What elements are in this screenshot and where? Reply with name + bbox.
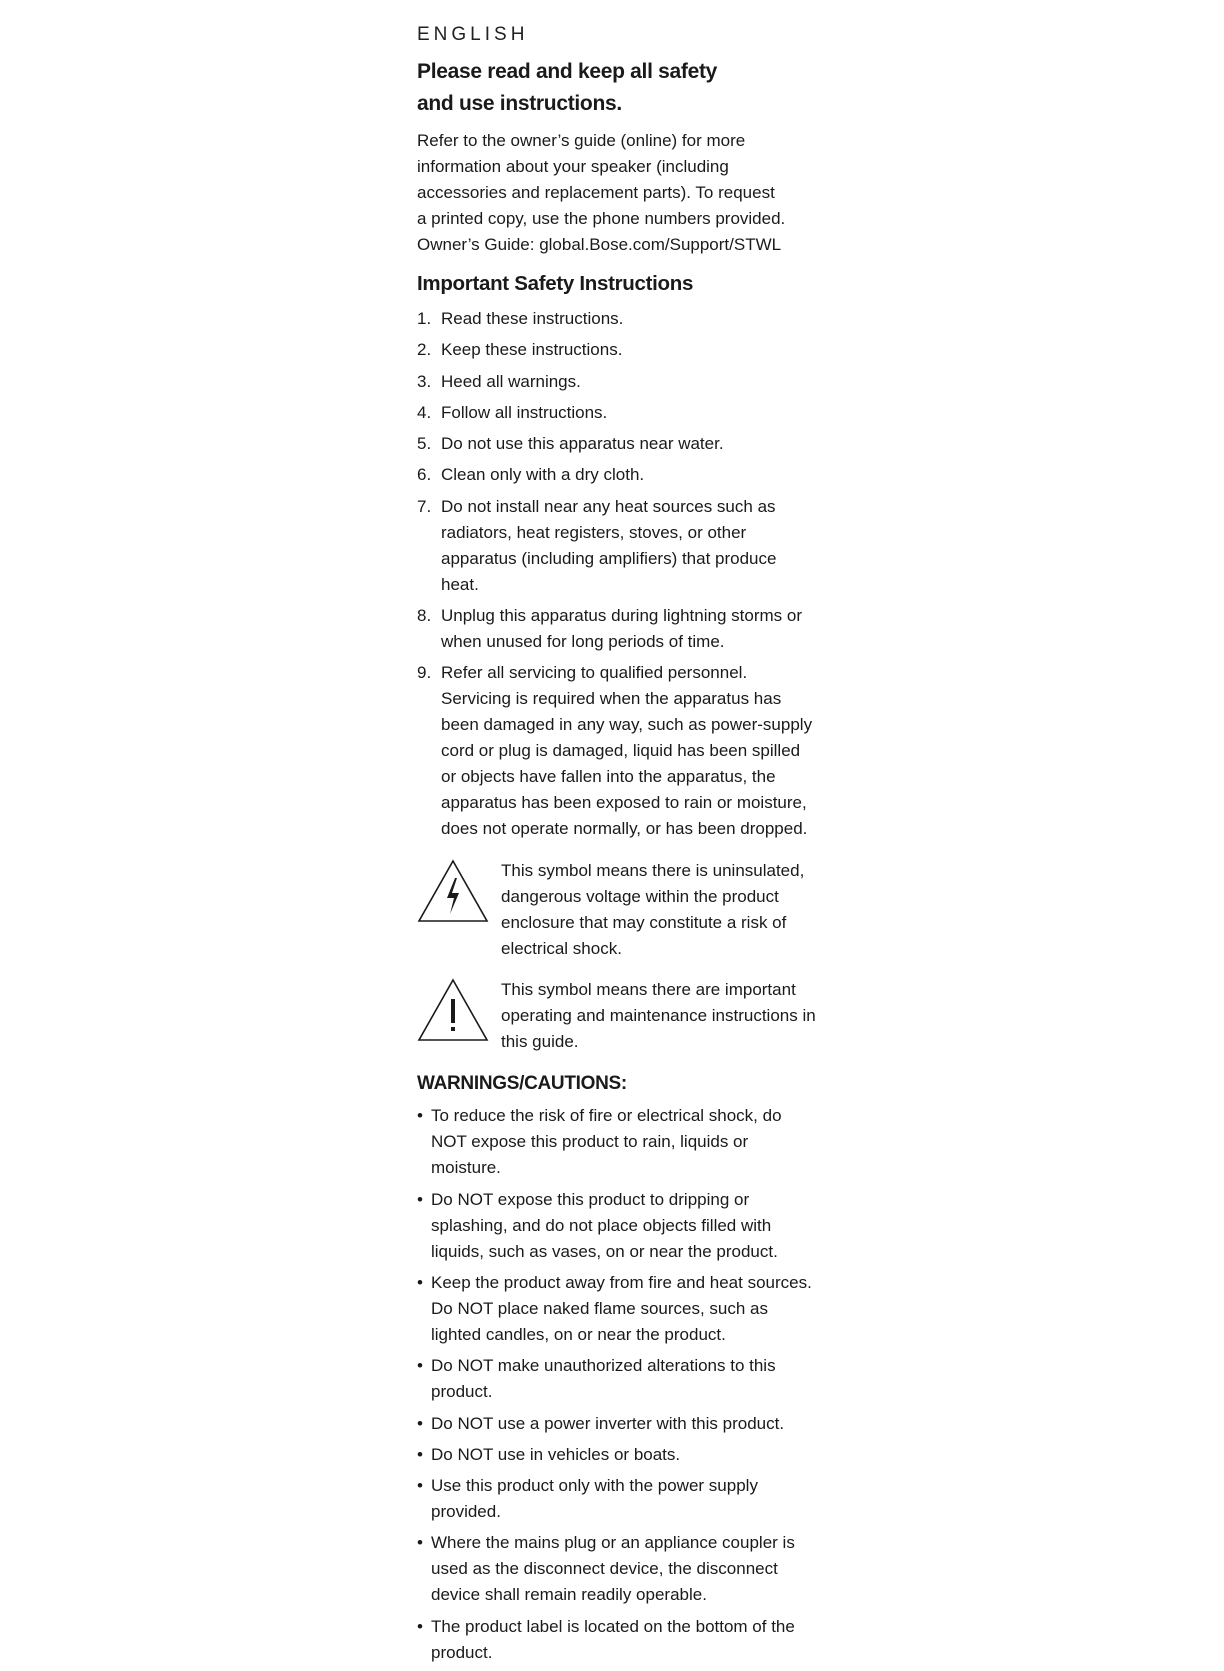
item-text: Do not install near any heat sources such as radiators, heat registers, stoves, or other apparatus (including amplifiers) that produce heat. xyxy=(441,496,777,594)
item-text: Refer all servicing to qualified personnel. Servicing is required when the apparatus has been damaged in any way, such as power-supply cord or plug is damaged, liquid has been spilled or objects have fallen into the apparatus, the apparatus has been exposed to rain or moisture, does not operate normally, or has been dropped. xyxy=(441,663,813,839)
list-item xyxy=(417,660,817,842)
bullet-icon: • xyxy=(417,1413,423,1433)
symbol-exclamation-text: This symbol means there are important operating and maintenance instructions in this guide. xyxy=(501,980,816,1052)
list-item xyxy=(417,1473,817,1525)
bullet-icon: • xyxy=(417,1106,423,1126)
symbol-lightning-row xyxy=(417,858,817,962)
bullet-icon: • xyxy=(417,1616,423,1636)
warnings-list xyxy=(417,1103,817,1665)
page-headline: Please read and keep all safety and use instructions. xyxy=(417,60,718,115)
list-item xyxy=(417,1411,817,1437)
list-item xyxy=(417,306,817,332)
item-text: Where the mains plug or an appliance coupler is used as the disconnect device, the disconnect device shall remain readily operable. xyxy=(431,1533,795,1605)
item-text: Do not use this apparatus near water. xyxy=(441,434,724,454)
safety-instructions-list xyxy=(417,306,817,842)
item-text: Clean only with a dry cloth. xyxy=(441,465,645,485)
language-label: ENGLISH xyxy=(417,24,529,45)
item-text: Do NOT make unauthorized alterations to this product. xyxy=(431,1356,776,1402)
bullet-icon: • xyxy=(417,1189,423,1209)
intro-paragraph: Refer to the owner’s guide (online) for more information about your speaker (including accessories and replacement parts). To request a printed copy, use the phone numbers provided. Owner’s Guide: global.Bose.com/Support/STWL xyxy=(417,131,786,254)
item-number: 9. xyxy=(417,663,432,683)
list-item xyxy=(417,369,817,395)
item-text: Do NOT use in vehicles or boats. xyxy=(431,1444,681,1464)
list-item xyxy=(417,1614,817,1666)
list-item xyxy=(417,1270,817,1348)
item-number: 8. xyxy=(417,606,432,626)
item-number: 3. xyxy=(417,371,432,391)
list-item xyxy=(417,1187,817,1265)
list-item xyxy=(417,1353,817,1405)
list-item xyxy=(417,337,817,363)
item-text: Do NOT use a power inverter with this product. xyxy=(431,1413,785,1433)
symbol-lightning-text: This symbol means there is uninsulated, dangerous voltage within the product enclosure that may constitute a risk of electrical shock. xyxy=(501,861,805,959)
item-number: 4. xyxy=(417,402,432,422)
list-item xyxy=(417,462,817,488)
list-item xyxy=(417,400,817,426)
safety-title: Important Safety Instructions xyxy=(417,272,694,295)
bullet-icon: • xyxy=(417,1272,423,1292)
bullet-icon: • xyxy=(417,1476,423,1496)
list-item xyxy=(417,431,817,457)
item-text: To reduce the risk of fire or electrical shock, do NOT expose this product to rain, liquids or moisture. xyxy=(431,1106,782,1178)
item-number: 1. xyxy=(417,309,432,328)
list-item xyxy=(417,494,817,598)
item-text: Follow all instructions. xyxy=(441,402,608,422)
bullet-icon: • xyxy=(417,1356,423,1376)
warnings-title: WARNINGS/CAUTIONS: xyxy=(417,1073,627,1095)
item-number: 2. xyxy=(417,340,432,360)
bullet-icon: • xyxy=(417,1533,423,1553)
item-text: Use this product only with the power supply provided. xyxy=(431,1476,758,1522)
list-item xyxy=(417,1103,817,1181)
exclamation-warning-icon xyxy=(417,977,501,1055)
bullet-icon: • xyxy=(417,1444,423,1464)
list-item xyxy=(417,603,817,655)
item-number: 6. xyxy=(417,465,432,485)
lightning-warning-icon xyxy=(417,858,501,962)
item-text: The product label is located on the bottom of the product. xyxy=(431,1616,795,1662)
item-text: Unplug this apparatus during lightning storms or when unused for long periods of time. xyxy=(441,606,802,652)
item-text: Keep these instructions. xyxy=(441,340,623,360)
item-text: Read these instructions. xyxy=(441,309,624,328)
item-text: Do NOT expose this product to dripping or splashing, and do not place objects filled with liquids, such as vases, on or near the product. xyxy=(431,1189,778,1261)
item-number: 5. xyxy=(417,434,432,454)
symbol-exclamation-row xyxy=(417,977,817,1055)
item-text: Heed all warnings. xyxy=(441,371,581,391)
document-column xyxy=(417,24,817,1671)
item-text: Keep the product away from fire and heat sources. Do NOT place naked flame sources, such as lighted candles, on or near the product. xyxy=(431,1272,812,1344)
list-item xyxy=(417,1442,817,1468)
list-item xyxy=(417,1530,817,1608)
item-number: 7. xyxy=(417,496,432,516)
